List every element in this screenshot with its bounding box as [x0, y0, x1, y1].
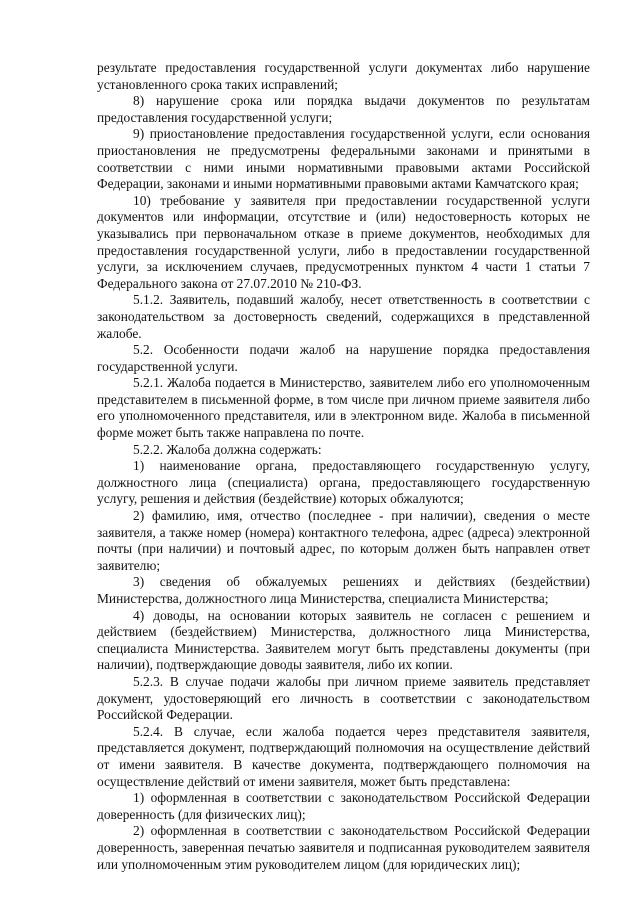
paragraph-item-9: 9) приостановление предоставления государственной услуги, если основания приостановления не предусмотрены федеральными законами и принятыми в соответствии с ними иными нормативными правовыми актами Российской Федерации, законами и иными нормативными правовыми актами Камчатского края;	[97, 126, 590, 192]
paragraph-5-2-2-item-3: 3) сведения об обжалуемых решениях и действиях (бездействии) Министерства, должностного лица Министерства, специалиста Министерства;	[97, 574, 590, 606]
paragraph-item-10: 10) требование у заявителя при предоставлении государственной услуги документов или информации, отсутствие и (или) недостоверность которых не указывались при первоначальном отказе в приеме документов, необходимых для предоставления государственной услуги, либо в предоставлении государственной услуги, за исключением случаев, предусмотренных пунктом 4 части 1 статьи 7 Федерального закона от 27.07.2010 № 210-ФЗ.	[97, 192, 590, 291]
paragraph-5-2-4-item-1: 1) оформленная в соответствии с законодательством Российской Федерации доверенность (для физических лиц);	[97, 790, 590, 822]
paragraph-5-2-2-item-1: 1) наименование органа, предоставляющего государственную услугу, должностного лица (специалиста) органа, предоставляющего государственную услугу, решения и действия (бездействие) которых обжалуются;	[97, 458, 590, 507]
paragraph-5-2-4: 5.2.4. В случае, если жалоба подается через представителя заявителя, представляется документ, подтверждающий полномочия на осуществление действий от имени заявителя. В качестве документа, подтверждающего полномочия на осуществление действий от имени заявителя, может быть представлена:	[97, 723, 590, 789]
paragraph-5-2: 5.2. Особенности подачи жалоб на нарушение порядка предоставления государственной услуги.	[97, 342, 590, 374]
paragraph-continuation: результате предоставления государственной услуги документах либо нарушение установленного срока таких исправлений;	[97, 60, 590, 92]
paragraph-5-2-2-item-4: 4) доводы, на основании которых заявитель не согласен с решением и действием (бездействием) Министерства, должностного лица Министерства, специалиста Министерства. Заявителем могут быть представлены документы (при наличии), подтверждающие доводы заявителя, либо их копии.	[97, 607, 590, 673]
paragraph-5-1-2: 5.1.2. Заявитель, подавший жалобу, несет ответственность в соответствии с законодательством за достоверность сведений, содержащихся в представленной жалобе.	[97, 292, 590, 341]
paragraph-5-2-2: 5.2.2. Жалоба должна содержать:	[133, 441, 322, 457]
paragraph-5-2-1: 5.2.1. Жалоба подается в Министерство, заявителем либо его уполномоченным представителем в письменной форме, в том числе при личном приеме заявителя либо его уполномоченного представителя, или в электронном виде. Жалоба в письменной форме может быть также направлена по почте.	[97, 375, 590, 441]
paragraph-5-2-4-item-2: 2) оформленная в соответствии с законодательством Российской Федерации доверенность, заверенная печатью заявителя и подписанная руководителем заявителя или уполномоченным этим руководителем лицом (для юридических лиц);	[97, 823, 590, 872]
paragraph-5-2-2-item-2: 2) фамилию, имя, отчество (последнее - при наличии), сведения о месте заявителя, а также номер (номера) контактного телефона, адрес (адреса) электронной почты (при наличии) и почтовый адрес, по которым должен быть направлен ответ заявителю;	[97, 508, 590, 573]
paragraph-item-8: 8) нарушение срока или порядка выдачи документов по результатам предоставления государственной услуги;	[97, 93, 590, 125]
paragraph-5-2-3: 5.2.3. В случае подачи жалобы при личном приеме заявитель представляет документ, удостоверяющий его личность в соответствии с законодательством Российской Федерации.	[97, 673, 590, 723]
